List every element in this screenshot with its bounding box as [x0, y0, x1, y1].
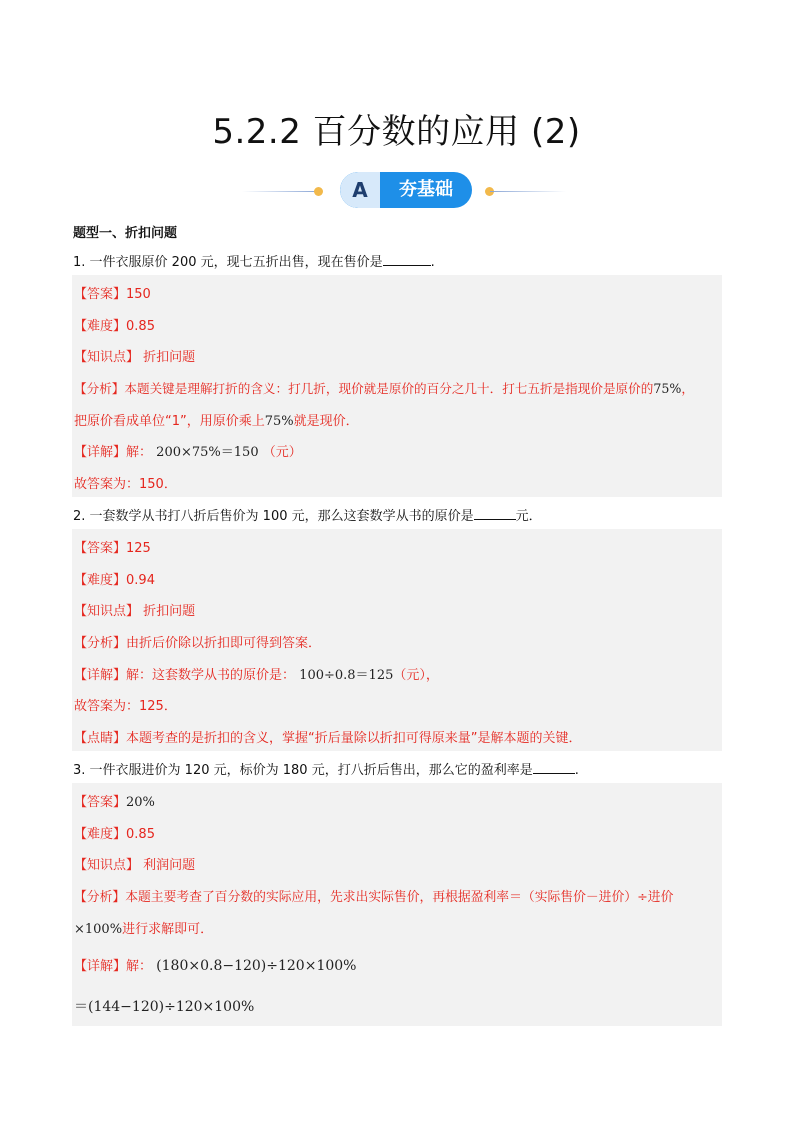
knowledge-value: 折扣问题 — [143, 350, 196, 365]
detail-line — [74, 664, 439, 683]
question-2-text: 2. 一套数学从书打八折后售价为 100 元，那么这套数学从书的原价是 — [73, 509, 474, 524]
question-1 — [73, 251, 435, 270]
difficulty-value: 0.85 — [126, 827, 155, 842]
analysis-line-1 — [74, 632, 321, 651]
analysis-label: 【分析】 — [74, 636, 127, 651]
banner-letter: A — [340, 172, 380, 208]
analysis-percent: 75% — [653, 381, 682, 396]
detail-expression: 100÷0.8＝125 — [299, 668, 394, 683]
analysis-text: 本题关键是理解打折的含义：打几折，现价就是原价的百分之几十．打七五折是指现价是原价的 — [124, 381, 654, 396]
question-2-tail: 元． — [515, 509, 542, 524]
detail-line-2 — [74, 996, 254, 1016]
knowledge-line — [74, 346, 195, 365]
difficulty-value: 0.85 — [126, 319, 155, 334]
answer-blank — [474, 505, 516, 520]
knowledge-line — [74, 854, 195, 873]
knowledge-label: 【知识点】 — [74, 604, 140, 619]
detail-expression: ＝(144−120)÷120×100% — [74, 999, 255, 1015]
knowledge-line — [74, 600, 195, 619]
detail-prefix: 解： — [126, 959, 153, 974]
analysis-text: 就是现价． — [293, 414, 359, 429]
analysis-line-2 — [74, 918, 213, 937]
comment-text: 本题考查的是折扣的含义，掌握“折后量除以折扣可得原来量”是解本题的关键． — [126, 731, 582, 746]
analysis-line-1 — [74, 886, 673, 905]
answer-blank — [383, 251, 431, 266]
banner-dot-left — [314, 187, 323, 196]
analysis-label: 【分析】 — [74, 890, 126, 905]
question-3-tail: . — [574, 763, 579, 778]
question-3 — [73, 759, 579, 778]
question-3-text: 3. 一件衣服进价为 120 元，标价为 180 元，打八折后售出，那么它的盈利率是 — [73, 763, 533, 778]
knowledge-label: 【知识点】 — [74, 858, 140, 873]
difficulty-line — [74, 823, 155, 842]
answer-blank — [533, 759, 575, 774]
solution-box-3 — [72, 783, 722, 1026]
solution-box-2 — [72, 529, 722, 751]
banner-line-left — [242, 191, 318, 192]
final-answer: 故答案为：125． — [74, 699, 177, 714]
detail-expression: 200×75%＝150 — [156, 445, 259, 460]
difficulty-line — [74, 569, 155, 588]
answer-value: 125 — [126, 541, 151, 556]
difficulty-label: 【难度】 — [74, 573, 127, 588]
banner-line-right — [490, 191, 566, 192]
question-1-tail: . — [430, 255, 435, 270]
analysis-text: 把原价看成单位“1”，用原价乘上 — [74, 414, 265, 429]
answer-label: 【答案】 — [74, 287, 127, 302]
question-1-text: 1. 一件衣服原价 200 元，现七五折出售，现在售价是 — [73, 255, 383, 270]
detail-expression: (180×0.8−120)÷120×100% — [156, 958, 357, 974]
comment-label: 【点睛】 — [74, 731, 127, 746]
analysis-text: 进行求解即可． — [122, 922, 214, 937]
analysis-label: 【分析】 — [74, 381, 125, 396]
section-banner — [0, 172, 793, 208]
knowledge-label: 【知识点】 — [74, 350, 140, 365]
detail-line — [74, 441, 302, 460]
analysis-text: 由折后价除以折扣即可得到答案． — [126, 636, 322, 651]
final-answer: 故答案为：150． — [74, 477, 177, 492]
banner-text: 夯基础 — [399, 179, 453, 200]
section-heading: 题型一、折扣问题 — [73, 226, 178, 241]
detail-prefix: 解：这套数学从书的原价是： — [126, 668, 296, 683]
analysis-line-2 — [74, 410, 359, 429]
difficulty-label: 【难度】 — [74, 319, 127, 334]
answer-label: 【答案】 — [74, 795, 127, 810]
detail-label: 【详解】 — [74, 668, 127, 683]
detail-prefix: 解： — [126, 445, 153, 460]
analysis-expression: ×100% — [74, 922, 123, 937]
analysis-line-1 — [74, 378, 694, 397]
question-2 — [73, 505, 542, 524]
answer-line — [74, 537, 151, 556]
difficulty-line — [74, 315, 155, 334]
detail-unit: （元）， — [393, 668, 439, 683]
detail-label: 【详解】 — [74, 959, 127, 974]
answer-label: 【答案】 — [74, 541, 127, 556]
detail-label: 【详解】 — [74, 445, 127, 460]
comment-line — [74, 727, 582, 746]
analysis-comma: ， — [681, 381, 694, 396]
analysis-percent: 75% — [264, 414, 294, 429]
knowledge-value: 折扣问题 — [143, 604, 196, 619]
analysis-text: 本题主要考查了百分数的实际应用，先求出实际售价，再根据盈利率＝（实际售价－进价）÷进价 — [125, 890, 674, 905]
page-title: 5.2.2 百分数的应用 (2) — [212, 112, 581, 152]
detail-unit: （元） — [262, 445, 302, 460]
banner-badge — [340, 172, 472, 208]
answer-line — [74, 791, 155, 810]
knowledge-value: 利润问题 — [143, 858, 196, 873]
answer-value: 20% — [126, 795, 155, 810]
answer-line — [74, 283, 151, 302]
answer-value: 150 — [126, 287, 151, 302]
difficulty-label: 【难度】 — [74, 827, 127, 842]
detail-line — [74, 955, 356, 974]
solution-box-1 — [72, 275, 722, 497]
difficulty-value: 0.94 — [126, 573, 155, 588]
